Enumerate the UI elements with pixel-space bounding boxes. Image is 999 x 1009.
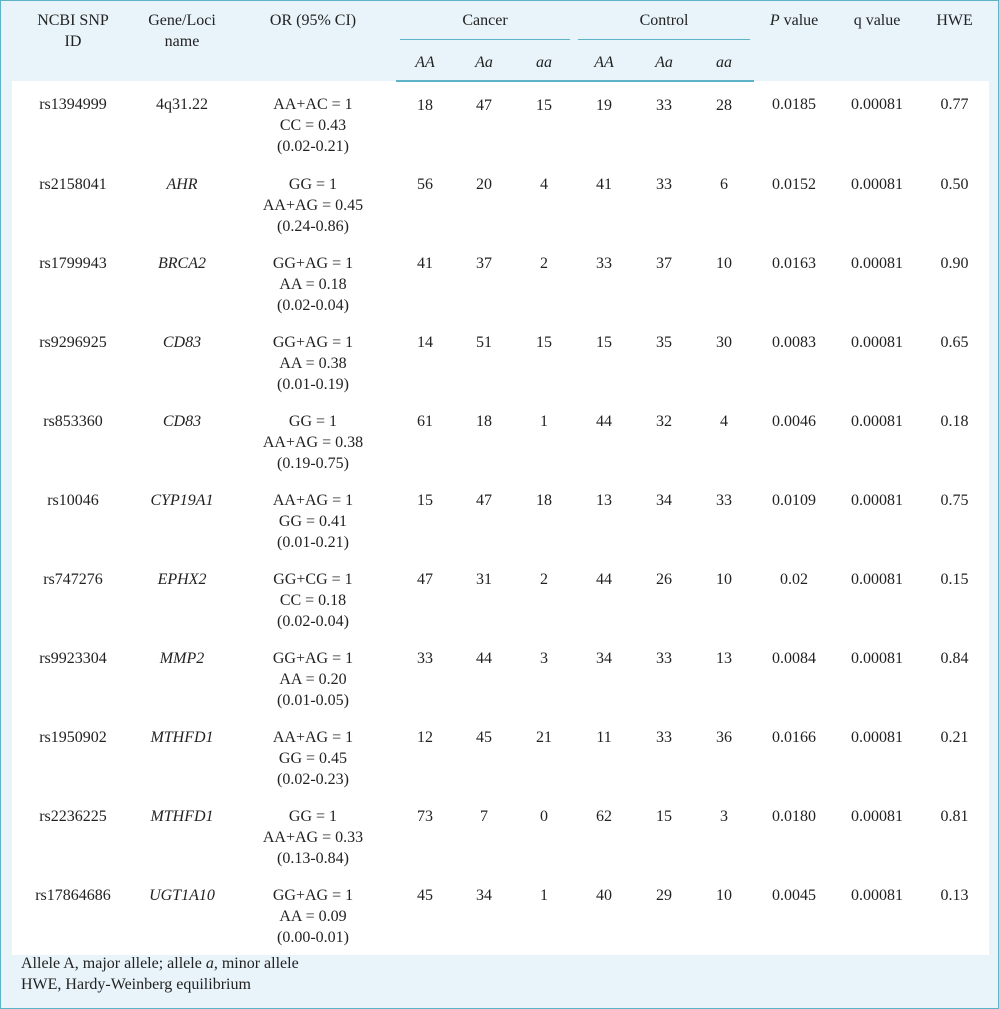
control-aa-het-cell: 33 [656,97,673,114]
q-value-cell: 0.00081 [851,650,904,667]
or-line: (0.02-0.23) [277,771,349,788]
p-value-cell: 0.0083 [772,334,817,351]
hwe-cell: 0.13 [940,887,969,904]
or-cell [230,797,396,876]
control-aa-minor-cell: 3 [720,808,729,825]
or-cell [230,876,396,955]
cancer-aa-minor-cell: 15 [536,334,553,351]
p-value-cell: 0.0084 [772,650,817,667]
header-gene: Gene/Loci name [134,2,230,81]
header-cancer-aa-het: Aa [454,42,514,81]
header-or: OR (95% CI) [230,2,396,81]
control-aa-minor-cell: 28 [716,97,733,114]
cancer-aa-major-cell: 45 [417,887,433,904]
cancer-aa-het-cell: 18 [476,413,492,430]
footnote-line-2: HWE, Hardy-Weinberg equilibrium [21,976,251,993]
hwe-cell: 0.50 [940,176,969,193]
snp-table [12,2,989,955]
cancer-aa-minor-cell: 15 [536,97,553,114]
hwe-cell: 0.18 [940,413,969,430]
cancer-aa-minor-cell: 18 [536,492,553,509]
snp-id-cell: rs10046 [47,492,99,509]
or-line: GG+AG = 1 [272,650,354,667]
control-aa-major-cell: 19 [596,97,613,114]
p-value-cell: 0.0180 [772,808,817,825]
snp-id-cell: rs1394999 [39,96,107,113]
or-line: (0.24-0.86) [277,218,349,235]
table-row [12,639,989,718]
gene-cell: CD83 [162,413,202,430]
or-cell [230,560,396,639]
cancer-aa-het-cell: 45 [476,729,492,746]
gene-cell: EPHX2 [157,571,207,588]
or-line: AA = 0.38 [279,355,347,372]
control-aa-het-cell: 32 [656,413,673,430]
control-aa-major-cell: 40 [596,887,613,904]
table-body [12,81,989,955]
gene-cell: MTHFD1 [150,808,214,825]
q-value-cell: 0.00081 [851,887,904,904]
cancer-aa-het-cell: 47 [476,97,492,114]
hwe-cell: 0.75 [940,492,969,509]
control-aa-minor-cell: 10 [716,887,733,904]
cancer-aa-het-cell: 47 [476,492,492,509]
cancer-aa-minor-cell: 3 [540,650,549,667]
or-line: AA+AG = 0.33 [262,829,364,846]
control-aa-het-cell: 33 [656,729,673,746]
control-aa-minor-cell: 6 [720,176,729,193]
header-cancer: Cancer [396,2,574,42]
or-line: AA+AG = 0.45 [262,197,364,214]
q-value-cell: 0.00081 [851,729,904,746]
or-line: (0.01-0.05) [277,692,349,709]
q-value-cell: 0.00081 [851,808,904,825]
cancer-aa-major-cell: 15 [417,492,433,509]
cancer-aa-het-cell: 51 [476,334,492,351]
cancer-aa-minor-cell: 2 [540,255,549,272]
header-control-aa-minor: aa [694,42,754,81]
table-row [12,718,989,797]
or-cell [230,402,396,481]
or-cell [230,323,396,402]
control-aa-het-cell: 37 [656,255,673,272]
hwe-cell: 0.90 [940,255,969,272]
or-line: (0.01-0.21) [277,534,349,551]
q-value-cell: 0.00081 [851,255,904,272]
or-line: AA = 0.20 [279,671,347,688]
header-q-value: q value [834,2,920,81]
cancer-aa-major-cell: 12 [417,729,433,746]
cancer-aa-major-cell: 61 [417,413,433,430]
snp-id-cell: rs2236225 [39,808,107,825]
control-aa-minor-cell: 30 [716,334,733,351]
header-control: Control [574,2,754,42]
or-cell [230,718,396,797]
or-line: GG = 1 [288,808,338,825]
control-aa-het-cell: 34 [656,492,673,509]
or-line: GG = 1 [288,413,338,430]
control-aa-het-cell: 26 [656,571,673,588]
or-line: (0.02-0.04) [277,613,349,630]
or-line: AA+AG = 0.38 [262,434,364,451]
gene-cell: CYP19A1 [150,492,214,509]
or-line: AA+AC = 1 [273,96,353,113]
hwe-cell: 0.65 [940,334,969,351]
header-control-aa-het: Aa [634,42,694,81]
header-control-aa-major: AA [574,42,634,81]
cancer-aa-major-cell: 41 [417,255,433,272]
control-aa-major-cell: 62 [596,808,613,825]
hwe-cell: 0.84 [940,650,969,667]
table-row [12,402,989,481]
q-value-cell: 0.00081 [851,571,904,588]
cancer-aa-major-cell: 33 [417,650,433,667]
control-aa-het-cell: 35 [656,334,673,351]
control-aa-minor-cell: 33 [716,492,733,509]
or-cell [230,81,396,165]
table-row [12,244,989,323]
or-line: GG = 0.41 [278,513,348,530]
snp-id-cell: rs2158041 [39,176,107,193]
control-aa-major-cell: 15 [596,334,613,351]
table-row [12,797,989,876]
snp-id-cell: rs9296925 [39,334,107,351]
hwe-cell: 0.81 [940,808,969,825]
or-line: CC = 0.43 [279,117,347,134]
or-cell [230,639,396,718]
or-line: GG+AG = 1 [272,255,354,272]
or-line: (0.01-0.19) [277,376,349,393]
q-value-cell: 0.00081 [851,334,904,351]
p-value-cell: 0.0045 [772,887,817,904]
p-value-cell: 0.0166 [772,729,817,746]
cancer-aa-het-cell: 7 [480,808,488,825]
gene-cell: CD83 [162,334,202,351]
or-line: GG = 1 [288,176,338,193]
cancer-aa-het-cell: 20 [476,176,492,193]
cancer-aa-major-cell: 18 [417,97,433,114]
or-line: AA+AG = 1 [272,729,354,746]
or-line: AA+AG = 1 [272,492,354,509]
or-line: CC = 0.18 [279,592,347,609]
header-hwe: HWE [920,2,989,81]
control-aa-minor-cell: 10 [716,255,733,272]
snp-id-cell: rs853360 [43,413,103,430]
q-value-cell: 0.00081 [851,492,904,509]
p-value-cell: 0.0046 [772,413,817,430]
control-aa-het-cell: 33 [656,176,673,193]
gene-cell: 4q31.22 [156,96,208,113]
or-line: AA = 0.09 [279,908,347,925]
or-cell [230,165,396,244]
control-aa-major-cell: 41 [596,176,613,193]
table-row [12,81,989,165]
control-aa-minor-cell: 36 [716,729,733,746]
cancer-aa-minor-cell: 2 [540,571,549,588]
control-aa-major-cell: 33 [596,255,613,272]
snp-id-cell: rs1950902 [39,729,107,746]
or-cell [230,244,396,323]
p-value-cell: 0.0163 [772,255,817,272]
hwe-cell: 0.21 [940,729,969,746]
or-line: (0.13-0.84) [277,850,349,867]
cancer-aa-het-cell: 37 [476,255,492,272]
table-row [12,165,989,244]
control-aa-het-cell: 33 [656,650,673,667]
control-aa-major-cell: 44 [596,413,613,430]
control-group-rule [578,39,750,40]
or-line: GG+CG = 1 [273,571,353,588]
control-aa-major-cell: 44 [596,571,613,588]
cancer-aa-major-cell: 14 [417,334,433,351]
hwe-cell: 0.77 [940,96,969,113]
control-aa-het-cell: 15 [656,808,673,825]
p-value-cell: 0.0109 [772,492,817,509]
p-value-cell: 0.02 [780,571,809,588]
or-line: AA = 0.18 [279,276,347,293]
control-aa-major-cell: 13 [596,492,613,509]
gene-cell: BRCA2 [158,255,206,272]
control-aa-minor-cell: 13 [716,650,733,667]
or-cell [230,481,396,560]
control-aa-minor-cell: 10 [716,571,733,588]
or-line: GG = 0.45 [278,750,348,767]
cancer-aa-major-cell: 56 [417,176,433,193]
footnote-line-1: Allele A, major allele; allele a, minor allele [21,955,299,972]
or-line: GG+AG = 1 [272,887,354,904]
table-row [12,560,989,639]
snp-id-cell: rs17864686 [35,887,111,904]
table-row [12,876,989,955]
control-aa-minor-cell: 4 [720,413,729,430]
cancer-aa-minor-cell: 4 [540,176,549,193]
gene-cell: MTHFD1 [150,729,214,746]
q-value-cell: 0.00081 [851,96,904,113]
cancer-aa-het-cell: 34 [476,887,492,904]
or-line: (0.00-0.01) [277,929,349,946]
cancer-aa-minor-cell: 0 [540,808,549,825]
or-line: (0.02-0.21) [277,138,349,155]
cancer-aa-major-cell: 73 [417,808,433,825]
header-p-value: P value [754,2,834,81]
header-cancer-aa-minor: aa [514,42,574,81]
or-line: (0.19-0.75) [277,455,349,472]
cancer-aa-het-cell: 44 [476,650,492,667]
q-value-cell: 0.00081 [851,413,904,430]
gene-cell: MMP2 [159,650,205,667]
table-row [12,481,989,560]
snp-id-cell: rs9923304 [39,650,107,667]
or-line: GG+AG = 1 [272,334,354,351]
table-footnote [21,953,299,995]
hwe-cell: 0.15 [940,571,969,588]
header-cancer-aa-major: AA [396,42,454,81]
header-snp-id: NCBI SNP ID [12,2,134,81]
p-value-cell: 0.0185 [772,96,817,113]
control-aa-major-cell: 11 [596,729,612,746]
cancer-aa-minor-cell: 1 [540,887,549,904]
snp-id-cell: rs1799943 [39,255,107,272]
cancer-aa-minor-cell: 1 [540,413,549,430]
snp-id-cell: rs747276 [43,571,103,588]
cancer-aa-minor-cell: 21 [536,729,553,746]
control-aa-major-cell: 34 [596,650,613,667]
gene-cell: UGT1A10 [149,887,215,904]
table-row [12,323,989,402]
control-aa-het-cell: 29 [656,887,673,904]
table-header [12,2,989,81]
cancer-group-rule [400,39,570,40]
or-line: (0.02-0.04) [277,297,349,314]
gene-cell: AHR [166,176,198,193]
q-value-cell: 0.00081 [851,176,904,193]
cancer-aa-major-cell: 47 [417,571,433,588]
cancer-aa-het-cell: 31 [476,571,492,588]
p-value-cell: 0.0152 [772,176,817,193]
